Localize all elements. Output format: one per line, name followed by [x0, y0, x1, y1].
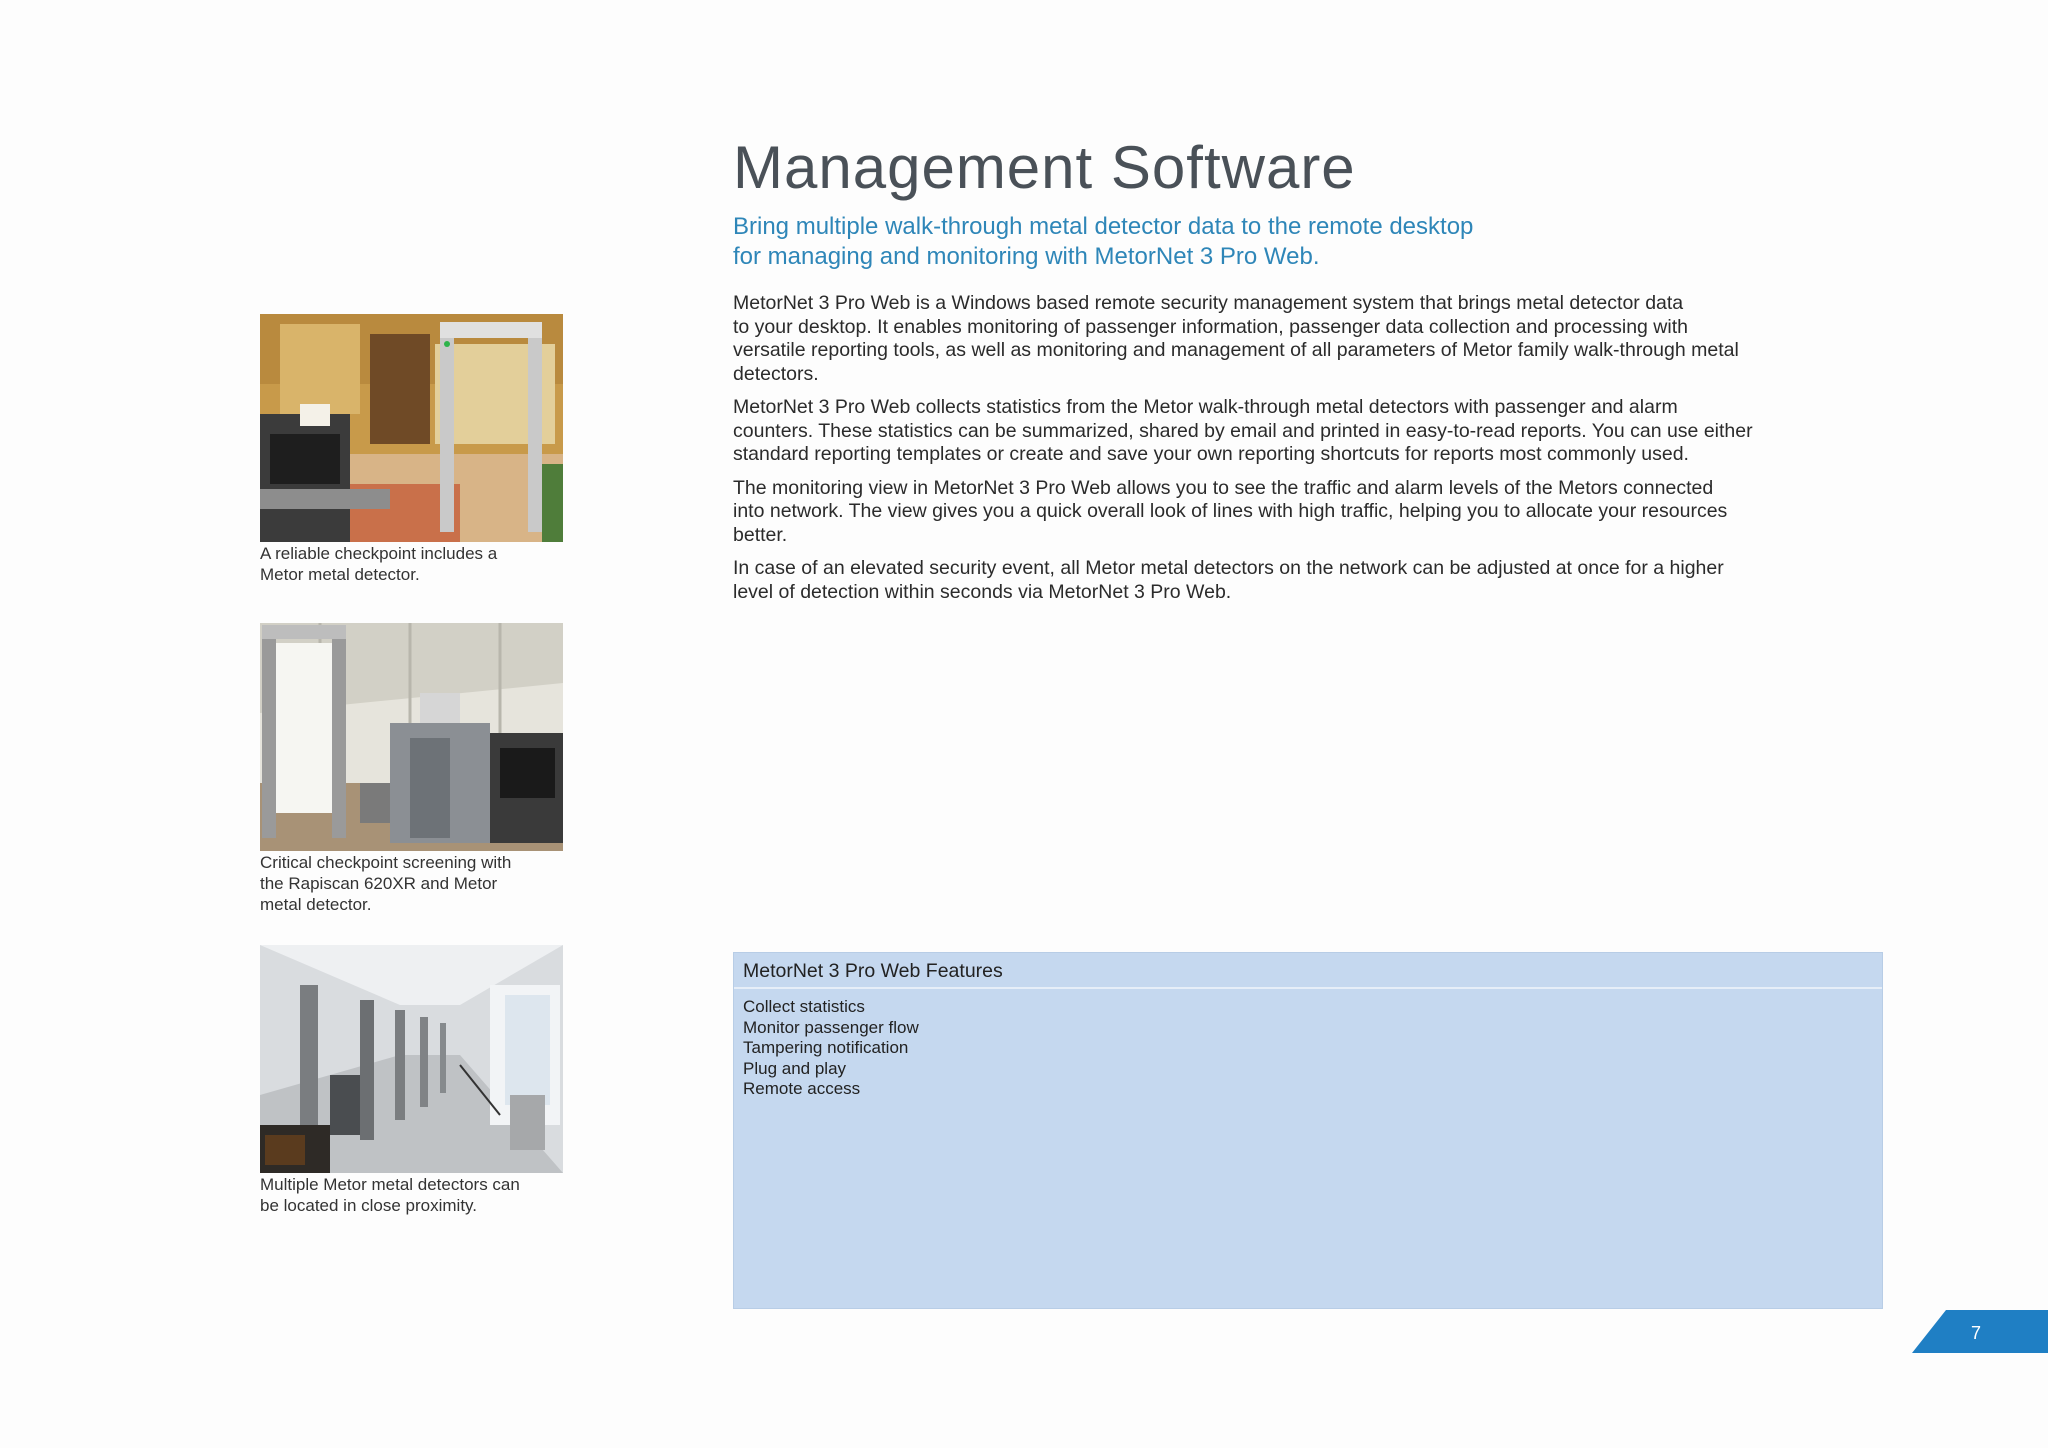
paragraph: MetorNet 3 Pro Web collects statistics from the Metor walk-through metal detectors with passenger and alarm counters. These statistics can be summarized, shared by email and printed in easy-to-read reports. You can use either standard reporting templates or create and save your own reporting shortcuts for reports most commonly used. — [733, 396, 1753, 465]
feature-item: Remote access — [743, 1079, 861, 1098]
feature-item: Tampering notification — [743, 1038, 909, 1057]
body-text — [733, 292, 1883, 614]
rapiscan-photo — [260, 623, 563, 851]
feature-item: Plug and play — [743, 1058, 847, 1078]
features-box — [733, 952, 1883, 1309]
corridor-photo — [260, 945, 563, 1173]
photo-caption-3: Multiple Metor metal detectors can be located in close proximity. — [260, 1175, 520, 1215]
feature-item: Monitor passenger flow — [743, 1017, 919, 1037]
features-list — [734, 989, 1882, 1100]
features-header: MetorNet 3 Pro Web Features — [734, 953, 1882, 989]
page-subtitle: Bring multiple walk-through metal detector data to the remote desktop for managing and monitoring with MetorNet 3 Pro Web. — [733, 213, 1474, 270]
photo-caption-1: A reliable checkpoint includes a Metor metal detector. — [260, 544, 498, 584]
paragraph: In case of an elevated security event, all Metor metal detectors on the network can be adjusted at once for a higher level of detection within seconds via MetorNet 3 Pro Web. — [733, 557, 1724, 603]
paragraph: The monitoring view in MetorNet 3 Pro Web allows you to see the traffic and alarm levels of the Metors connected into network. The view gives you a quick overall look of lines with high traffic, helping you to allocate your resources better. — [733, 476, 1728, 546]
photo-caption-2: Critical checkpoint screening with the Rapiscan 620XR and Metor metal detector. — [260, 853, 512, 914]
checkpoint-photo — [260, 314, 563, 542]
paragraph: MetorNet 3 Pro Web is a Windows based remote security management system that brings metal detector data to your desktop. It enables monitoring of passenger information, passenger data collection and processing with versatile reporting tools, as well as monitoring and management of all parameters of Metor family walk-through metal detectors. — [733, 292, 1739, 385]
feature-item: Collect statistics — [743, 997, 865, 1016]
page-title: Management Software — [733, 134, 1356, 201]
page-number: 7 — [1970, 1323, 1981, 1343]
